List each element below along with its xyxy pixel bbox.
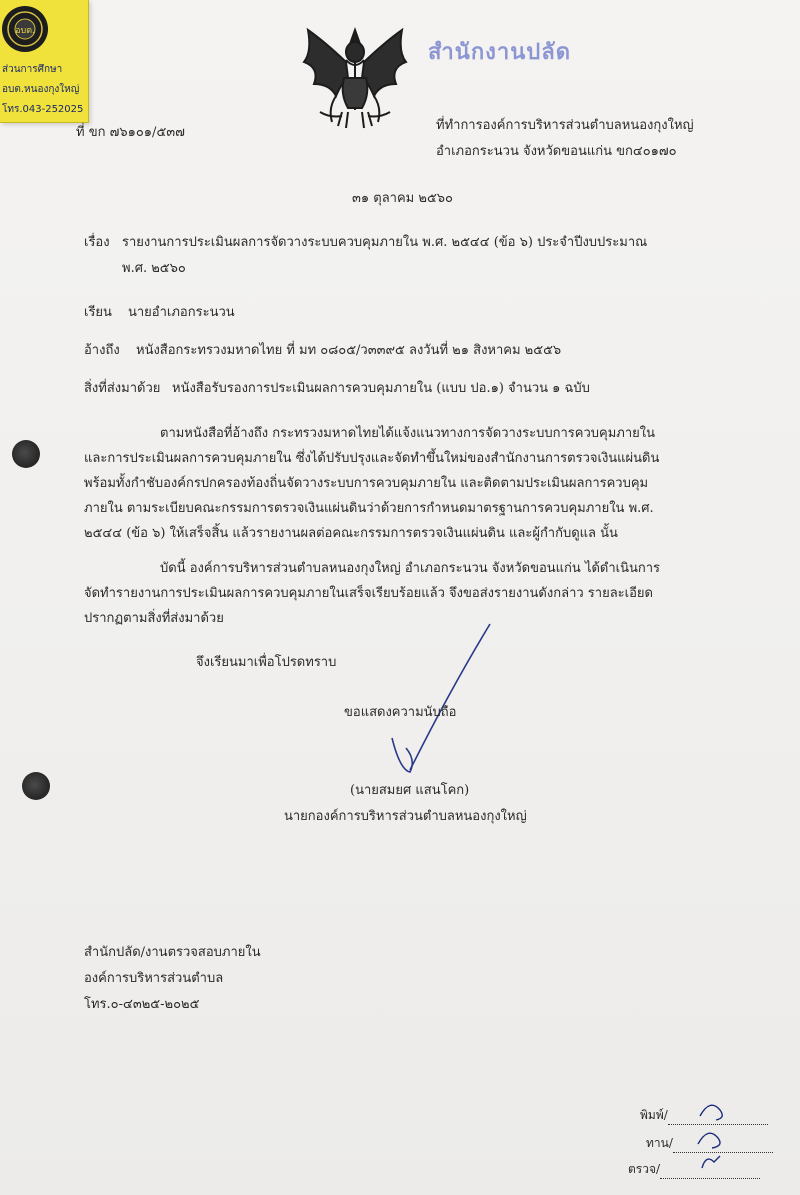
punch-hole-top (12, 440, 40, 468)
para2-line2: จัดทำรายงานการประเมินผลการควบคุมภายในเสร็จเรียบร้อยแล้ว จึงขอส่งรายงานดังกล่าว รายละเอียด (84, 586, 653, 601)
para1-line4: ภายใน ตามระเบียบคณะกรรมการตรวจเงินแผ่นดินว่าด้วยการกำหนดมาตรฐานการควบคุมภายใน พ.ศ. (84, 501, 654, 516)
respect-line: ขอแสดงความนับถือ (344, 705, 457, 720)
sticky-line1: ส่วนการศึกษา (2, 64, 63, 75)
subject-line1: รายงานการประเมินผลการจัดวางระบบควบคุมภายใน พ.ศ. ๒๕๔๔ (ข้อ ๖) ประจำปีงบประมาณ (122, 235, 648, 250)
to-label: เรียน (84, 305, 112, 320)
verified-text: ตรวจ/ (628, 1162, 661, 1176)
reference-number: ที่ ขก ๗๖๑๐๑/๕๓๗ (76, 125, 185, 140)
office-stamp: สำนักงานปลัด (428, 40, 572, 65)
sticky-note (0, 0, 89, 123)
reference-label: อ้างถึง (84, 343, 120, 358)
signer-name: (นายสมยศ แสนโคก) (350, 783, 470, 798)
para1-line5: ๒๕๔๔ (ข้อ ๖) ให้เสร็จสิ้น แล้วรายงานผลต่อคณะกรรมการตรวจเงินแผ่นดิน และผู้กำกับดูแล นั้น (84, 526, 618, 541)
org-address-line1: ที่ทำการองค์การบริหารส่วนตำบลหนองกุงใหญ่ (436, 118, 694, 133)
garuda-emblem-icon (290, 22, 420, 134)
subject-line2: พ.ศ. ๒๕๖๐ (122, 261, 186, 276)
closing-line: จึงเรียนมาเพื่อโปรดทราบ (196, 655, 337, 670)
para1-line1: ตามหนังสือที่อ้างถึง กระทรวงมหาดไทยได้แจ้งแนวทางการจัดวางระบบการควบคุมภายใน (160, 426, 655, 441)
typed-text: พิมพ์/ (640, 1108, 668, 1122)
seal-text: อบต. (15, 26, 35, 36)
para1-line3: พร้อมทั้งกำชับองค์กรปกครองท้องถิ่นจัดวางระบบการควบคุมภายใน และติดตามประเมินผลการควบคุม (84, 476, 649, 491)
org-seal-icon (0, 4, 50, 54)
checked-text: ทาน/ (646, 1136, 673, 1150)
letter-date: ๓๑ ตุลาคม ๒๕๖๐ (352, 191, 453, 206)
subject-label: เรื่อง (84, 235, 110, 250)
footer-line1: สำนักปลัด/งานตรวจสอบภายใน (84, 945, 261, 960)
org-address-line2: อำเภอกระนวน จังหวัดขอนแก่น ขก๔๐๑๗๐ (436, 144, 677, 159)
para1-line2: และการประเมินผลการควบคุมภายใน ซึ่งได้ปรับปรุงและจัดทำขึ้นใหม่ของสำนักงานการตรวจเงินแผ่นดิน (84, 451, 660, 466)
para2-line1: บัดนี้ องค์การบริหารส่วนตำบลหนองกุงใหญ่ อำเภอกระนวน จังหวัดขอนแก่น ได้ดำเนินการ (160, 561, 661, 576)
sticky-line3: โทร.043-252025 (2, 104, 84, 115)
to-value: นายอำเภอกระนวน (128, 305, 235, 320)
footer-line2: องค์การบริหารส่วนตำบล (84, 971, 224, 986)
enclosure-value: หนังสือรับรองการประเมินผลการควบคุมภายใน (แบบ ปอ.๑) จำนวน ๑ ฉบับ (172, 381, 590, 396)
signer-title: นายกองค์การบริหารส่วนตำบลหนองกุงใหญ่ (284, 809, 527, 824)
sticky-line2: อบต.หนองกุงใหญ่ (2, 84, 80, 95)
punch-hole-bottom (22, 772, 50, 800)
footer-line3: โทร.๐-๔๓๒๕-๒๐๒๕ (84, 997, 200, 1012)
reference-value: หนังสือกระทรวงมหาดไทย ที่ มท ๐๘๐๕/ว๓๓๙๕ ลงวันที่ ๒๑ สิงหาคม ๒๕๕๖ (136, 343, 562, 358)
enclosure-label: สิ่งที่ส่งมาด้วย (84, 381, 161, 396)
para2-line3: ปรากฏตามสิ่งที่ส่งมาด้วย (84, 611, 224, 626)
initials-scribble (690, 1096, 750, 1176)
